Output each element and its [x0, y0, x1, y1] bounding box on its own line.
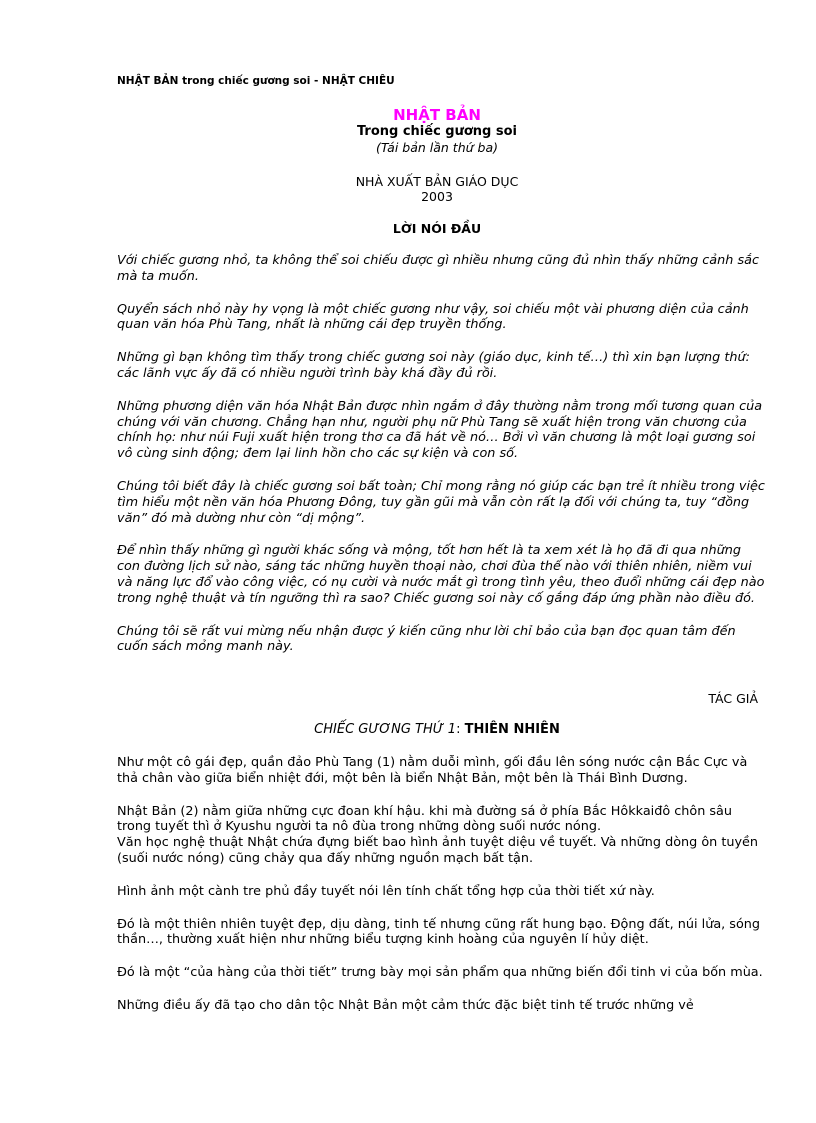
preface-heading: LỜI NÓI ĐẦU: [392, 221, 482, 236]
chapter-separator: :: [456, 722, 465, 737]
publication-year: 2003: [421, 189, 453, 204]
chapter-paragraph: Nhật Bản (2) nằm giữa những cực đoan khí hậu. khi mà đường sá ở phía Bắc Hôkkaiđô chôn sâu trong tuyết thì ở Kyushu người ta nô đùa trong những dòng suối nước nóng.: [117, 803, 733, 835]
book-title: NHẬT BẢN: [393, 106, 481, 124]
author-signature: TÁC GIẢ: [708, 691, 758, 706]
chapter-paragraph: Như một cô gái đẹp, quần đảo Phù Tang (1) nằm duỗi mình, gối đầu lên sóng nước cận Bắc Cực và thả chân vào giữa biển nhiệt đới, một bên là biển Nhật Bản, một bên là Thái Bình Dương.: [117, 755, 748, 786]
preface-paragraph: Chúng tôi sẽ rất vui mừng nếu nhận được ý kiến cũng như lời chỉ bảo của bạn đọc quan tâm đến cuốn sách mỏng manh này.: [117, 623, 736, 655]
chapter-paragraph: Những điều ấy đã tạo cho dân tộc Nhật Bản một cảm thức đặc biệt tinh tế trước những vẻ: [117, 997, 694, 1013]
preface-paragraph: Những gì bạn không tìm thấy trong chiếc gương soi này (giáo dục, kinh tế…) thì xin bạn lượng thứ: các lãnh vực ấy đã có nhiều người trình bày khá đầy đủ rồi.: [117, 350, 750, 381]
book-subtitle: Trong chiếc gương soi: [356, 124, 518, 139]
chapter-title: THIÊN NHIÊN: [464, 722, 560, 737]
chapter-paragraph: Đó là một “của hàng của thời tiết” trưng bày mọi sản phẩm qua những biến đổi tinh vi của bốn mùa.: [117, 965, 763, 981]
preface-body: [117, 253, 767, 672]
chapter-paragraph: Văn học nghệ thuật Nhật chứa đựng biết bao hình ảnh tuyệt diệu về tuyết. Và những dòng ôn tuyền (suối nước nóng) cũng chảy qua đấy những nguồn mạch bất tận.: [117, 835, 759, 866]
preface-paragraph: Quyển sách nhỏ này hy vọng là một chiếc gương như vậy, soi chiếu một vài phương diện của cảnh quan văn hóa Phù Tang, nhất là những cái đẹp truyền thống.: [117, 301, 749, 333]
chapter-paragraph: Hình ảnh một cành tre phủ đầy tuyết nói lên tính chất tổng hợp của thời tiết xứ này.: [117, 883, 655, 899]
publisher-name: NHÀ XUẤT BẢN GIÁO DỤC: [355, 174, 519, 189]
preface-paragraph: Để nhìn thấy những gì người khác sống và mộng, tốt hơn hết là ta xem xét là họ đã đi qua những con đường lịch sử nào, sáng tác những huyền thoại nào, chơi đùa thế nào với thiên nhiên, niềm vui và năng lực đổ vào công việc, có nụ cười và nước mắt gì trong tình yêu, theo đuổi những cái đẹp nào trong nghệ thuật và tín ngưỡng thì ra sao? Chiếc gương soi này cố gắng đáp ứng phần nào điều đó.: [117, 543, 765, 606]
chapter-heading: [117, 722, 757, 737]
edition-note: (Tái bản lần thứ ba): [375, 140, 498, 155]
chapter-paragraph: Đó là một thiên nhiên tuyệt đẹp, dịu dàng, tinh tế nhưng cũng rất hung bạo. Động đất, núi lửa, sóng thần…, thường xuất hiện như những biểu tượng kinh hoàng của nguyên lí hủy diệt.: [117, 916, 761, 948]
chapter-body: [117, 755, 767, 1031]
preface-paragraph: Chúng tôi biết đây là chiếc gương soi bất toàn; Chỉ mong rằng nó giúp các bạn trẻ ít nhiều trong việc tìm hiểu một nền văn hóa Phương Đông, tuy gần gũi mà vẫn còn rất lạ đối với chúng ta, tuy “đồng văn” đó mà dường như còn “dị mộng”.: [117, 478, 765, 526]
preface-paragraph: Với chiếc gương nhỏ, ta không thể soi chiếu được gì nhiều nhưng cũng đủ nhìn thấy những cảnh sắc mà ta muốn.: [117, 253, 759, 284]
chapter-label: CHIẾC GƯƠNG THỨ 1: [314, 722, 457, 737]
preface-paragraph: Những phương diện văn hóa Nhật Bản được nhìn ngắm ở đây thường nằm trong mối tương quan của chúng với văn chương. Chẳng hạn như, người phụ nữ Phù Tang sẽ xuất hiện trong văn chương của chính họ: như núi Fuji xuất hiện trong thơ ca đã hát về nó… Bởi vì văn chương là một loại gương soi vô cùng sinh động; đem lại linh hồn cho các sự kiện và con số.: [117, 398, 763, 462]
running-header: NHẬT BẢN trong chiếc gương soi - NHẬT CHIÊU: [117, 75, 395, 87]
